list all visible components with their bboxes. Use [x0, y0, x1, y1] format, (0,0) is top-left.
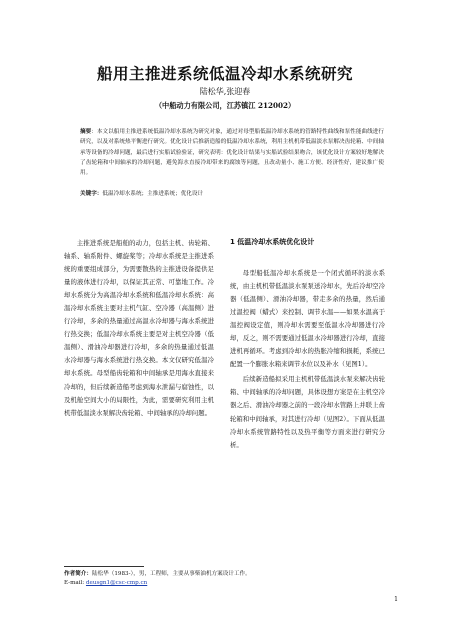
- footnote-rule: [64, 566, 144, 567]
- abstract-label: 摘要: [80, 129, 92, 135]
- author-line: 陆松华,张迎春: [199, 87, 251, 96]
- intro-paragraph: 主推进系统是船舶的动力，包括主机、齿轮箱、轴系、轴系附件、螺旋桨等；冷却水系统是主推进系统的重要组成部分，为需要散热的主推进设备提供足量的液体进行冷却，以保证其正常、可靠地工作。冷却水系统分为高温冷却水系统和低温冷却水系统：高温冷却水系统主要对主机气缸、空冷器（高温侧）进行冷却，多余的热量通过高温水冷却器与海水系统进行热交换；低温冷却水系统主要是对主机空冷器（低温侧）、滑油冷却器进行冷却，多余的热量通过低温水冷却器与海水系统进行热交换。本文仅研究低温冷却水系统。母型船齿轮箱和中间轴承是用海水直接来冷却的，但后续新造船考虑到海水泄漏与腐蚀性，以及机舱空间大小的局限性，为此，需要研究利用主机机带低温淡水泵解决齿轮箱、中间轴承的冷却问题。: [64, 239, 214, 417]
- section-body: [230, 267, 385, 452]
- paper-title: 船用主推进系统低温冷却水系统研究: [96, 65, 353, 83]
- intro-column: [64, 237, 214, 420]
- abstract-text: 本文以船用主推进系统低温冷却水系统为研究对象，通过对母型船低温冷却水系统的管路特性曲线和泵性能曲线进行研究，以及对系统热平衡进行研究。优化设计后推新造船的低温冷却水系统，利用主机机带低温淡水泵解决齿轮箱、中间轴承等设备的冷却问题，最后进行实船试验验证，研究表明：优化设计结果与实船试验结果吻合，该优化设计方案较好地解决了齿轮箱和中间轴承的冷却问题，避免海水直接冷却带来的腐蚀等问题，且改动量小、施工方便、经济性好，建议推广使用。: [80, 129, 384, 177]
- author-footnote-text: 陆松华（1983-），男，工程师，主要从事柴油机方案设计工作。: [91, 571, 251, 577]
- affiliation-line: （中船动力有限公司，江苏镇江 212002）: [154, 101, 296, 110]
- section-paragraph-2: 后续新造船拟采用主机机带低温淡水泵来解决齿轮箱、中间轴承的冷却问题，具体设想方案是在主机空冷器之后、滑油冷却器之前的一段冷却水管路上并联上齿轮箱和中间轴承，对其进行冷却（见图2）。下面从低温冷却水系统管路特性以及热平衡等方面来进行研究分析。: [230, 375, 385, 449]
- email-footnote: [64, 579, 384, 588]
- abstract: 摘要：本文以船用主推进系统低温冷却水系统为研究对象，通过对母型船低温冷却水系统的管路特性曲线和泵性能曲线进行研究，以及对系统热平衡进行研究。优化设计后推新造船的低温冷却水系统，利用主机机带低温淡水泵解决齿轮箱、中间轴承等设备的冷却问题，最后进行实船试验验证，研究表明：优化设计结果与实船试验结果吻合，该优化设计方案较好地解决了齿轮箱和中间轴承的冷却问题，避免海水直接冷却带来的腐蚀等问题，且改动量小、施工方便、经济性好，建议推广使用。: [80, 129, 384, 177]
- keywords-label: 关键字：: [80, 191, 103, 197]
- author-footnote: [64, 570, 384, 579]
- author-footnote-label: 作者简介：: [64, 571, 92, 577]
- keywords-text: 低温冷却水系统；主推进系统；优化设计: [102, 191, 204, 197]
- email-label: E-mail:: [64, 580, 86, 586]
- section-paragraph-1: 母型船低温冷却水系统是一个闭式循环的淡水系统，由主机机带低温淡水泵泵送冷却水，先后冷却空冷器（低温侧）、滑油冷却器，带走多余的热量，然后通过温控阀（蜡式）来控制、调节水温——如果水温高于温控阀设定值，则冷却水需要至低温水冷却器进行冷却，反之，则不需要通过低温水冷却器进行冷却，直接进机再循环。考虑到冷却水的热胀冷缩和损耗，系统已配置一个膨胀水箱来调节水位以及补水（见图1）。: [230, 269, 385, 369]
- section-heading: 1 低温冷却水系统优化设计: [230, 238, 315, 246]
- keywords: [80, 189, 384, 199]
- email-link[interactable]: deusgn1@csc-cmp.cn: [85, 580, 148, 586]
- page-number: 1: [394, 596, 398, 603]
